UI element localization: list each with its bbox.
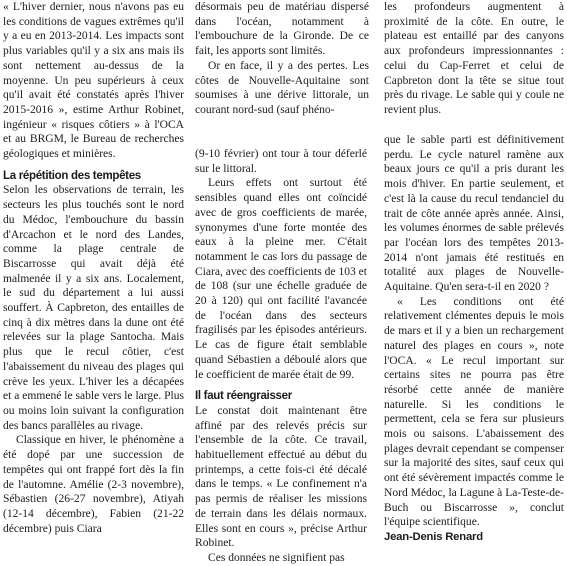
article-paragraph: Or en face, il y a des pertes. Les côtes de Nouvelle-Aquitaine sont soumises à une dérive littorale, un courant nord-sud (sauf phéno- bbox=[195, 59, 369, 116]
article-paragraph: Leurs effets ont surtout été sensibles quand elles ont coïncidé avec de gros coefficients de marée, synonymes d'une forte montée des eaux à la pleine mer. C'était notamment le cas lors du passage de Ciara, avec des coefficients de 103 et de 108 (sur une échelle graduée de 20 à 120) qui ont facilité l'avancée de l'océan dans des secteurs fragilisés par les épisodes antérieurs. Le cas de figure était semblable quand Sébastien a déboulé alors que le coefficient de marée était de 99. bbox=[195, 177, 367, 381]
article-column-2-top bbox=[195, 0, 369, 116]
article-paragraph: Selon les observations de terrain, les secteurs les plus touchés sont le nord du Médoc, l'embouchure du bassin d'Arcachon et le nord des Landes, comme la plage centrale de Biscarrosse qui avait déjà été malmenée il y a six ans. Localement, le sud du département a lui aussi souffert. À Capbreton, des entailles de cinq à dix mètres dans la dune ont été relevées sur la plage Santocha. Mais plus que le recul côtier, c'est l'abaissement du niveau des plages qui crève les yeux. L'hiver les a décapées et a emmené le sable vers le large. Plus ou moins loin suivant la configuration des bancs parallèles au rivage. bbox=[3, 184, 184, 432]
article-column-3-bottom bbox=[384, 133, 564, 563]
paragraph-gap bbox=[3, 162, 184, 169]
section-heading: La répétition des tempêtes bbox=[3, 169, 141, 182]
article-column-3-top bbox=[384, 0, 564, 116]
article-paragraph: Ces données ne signifient pas bbox=[208, 551, 345, 564]
article-paragraph: « Les conditions ont été relativement clémentes depuis le mois de mars et il y a bien un rechargement naturel des plages en cours », note l'OCA. « Le recul important sur certains sites ne pourra pas être résorbé cette année de manière naturelle. Si les conditions le permettent, cela se fera sur plusieurs mois ou saisons. L'abaissement des plages devrait cependant se compenser sur la majorité des sites, sauf ceux qui ont été sévèrement impactés comme le Nord Médoc, la Lagune à La-Teste-de-Buch ou Biscarrosse », conclut l'équipe scientifique. bbox=[384, 295, 565, 529]
article-column-1 bbox=[3, 0, 184, 563]
article-paragraph: que le sable parti est définitivement perdu. Le cycle naturel ramène aux beaux jours ce qu'il a pris durant les mois d'hiver. En partie seulement, et c'est là la cause du recul tendanciel du trait de côte année après année. Ainsi, les volumes énormes de sable prélevés par l'océan lors des tempêtes 2013-2014 n'ont jamais été restitués en totalité aux plages de Nouvelle-Aquitaine. Qu'en sera-t-il en 2020 ? bbox=[384, 134, 564, 294]
article-paragraph: « L'hiver dernier, nous n'avons pas eu les conditions de vagues extrêmes qu'il y a eu en 2013-2014. Les impacts sont plus variables qu'il y a six ans mais ils sont nettement au-dessus de la moyenne. Un peu supérieurs à ceux qu'il avait été constatés après l'hiver 2015-2016 », estime Arthur Robinet, ingénieur « risques côtiers » à l'OCA et au BRGM, le Bureau de recherches géologiques et minières. bbox=[3, 1, 184, 161]
article-paragraph: les profondeurs augmentent à proximité de la côte. En outre, le plateau est entaillé par des canyons aux profondeurs impressionnantes : celui du Cap-Ferret et celui de Capbreton dont la tête se situe tout près du rivage. Le sable qui y coule ne revient plus. bbox=[384, 1, 564, 116]
article-paragraph: (9-10 février) ont tour à tour déferlé sur le littoral. bbox=[195, 148, 367, 175]
section-heading: Il faut réengraisser bbox=[195, 390, 292, 403]
article-paragraph: désormais peu de matériau dispersé dans l'océan, notamment à l'embouchure de la Gironde. De ce fait, les apports sont limités. bbox=[195, 1, 369, 58]
paragraph-gap bbox=[195, 382, 367, 389]
article-paragraph: Le constat doit maintenant être affiné par des relevés précis sur l'ensemble de la côte. Ce travail, habituellement effectué au début du printemps, a cette fois-ci été décalé dans le temps. « Le confinement n'a pas permis de réaliser les missions de terrain dans les délais normaux. Elles sont en cours », précise Arthur Robinet. bbox=[195, 404, 367, 550]
article-paragraph: Classique en hiver, le phénomène a été dopé par une succession de tempêtes qui ont frappé fort dès la fin de l'automne. Amélie (2-3 novembre), Sébastien (26-27 novembre), Atiyah (12-14 décembre), Fabien (21-22 décembre) puis Ciara bbox=[3, 434, 184, 535]
author-signature: Jean-Denis Renard bbox=[384, 530, 483, 543]
article-column-2-bottom bbox=[195, 147, 367, 563]
